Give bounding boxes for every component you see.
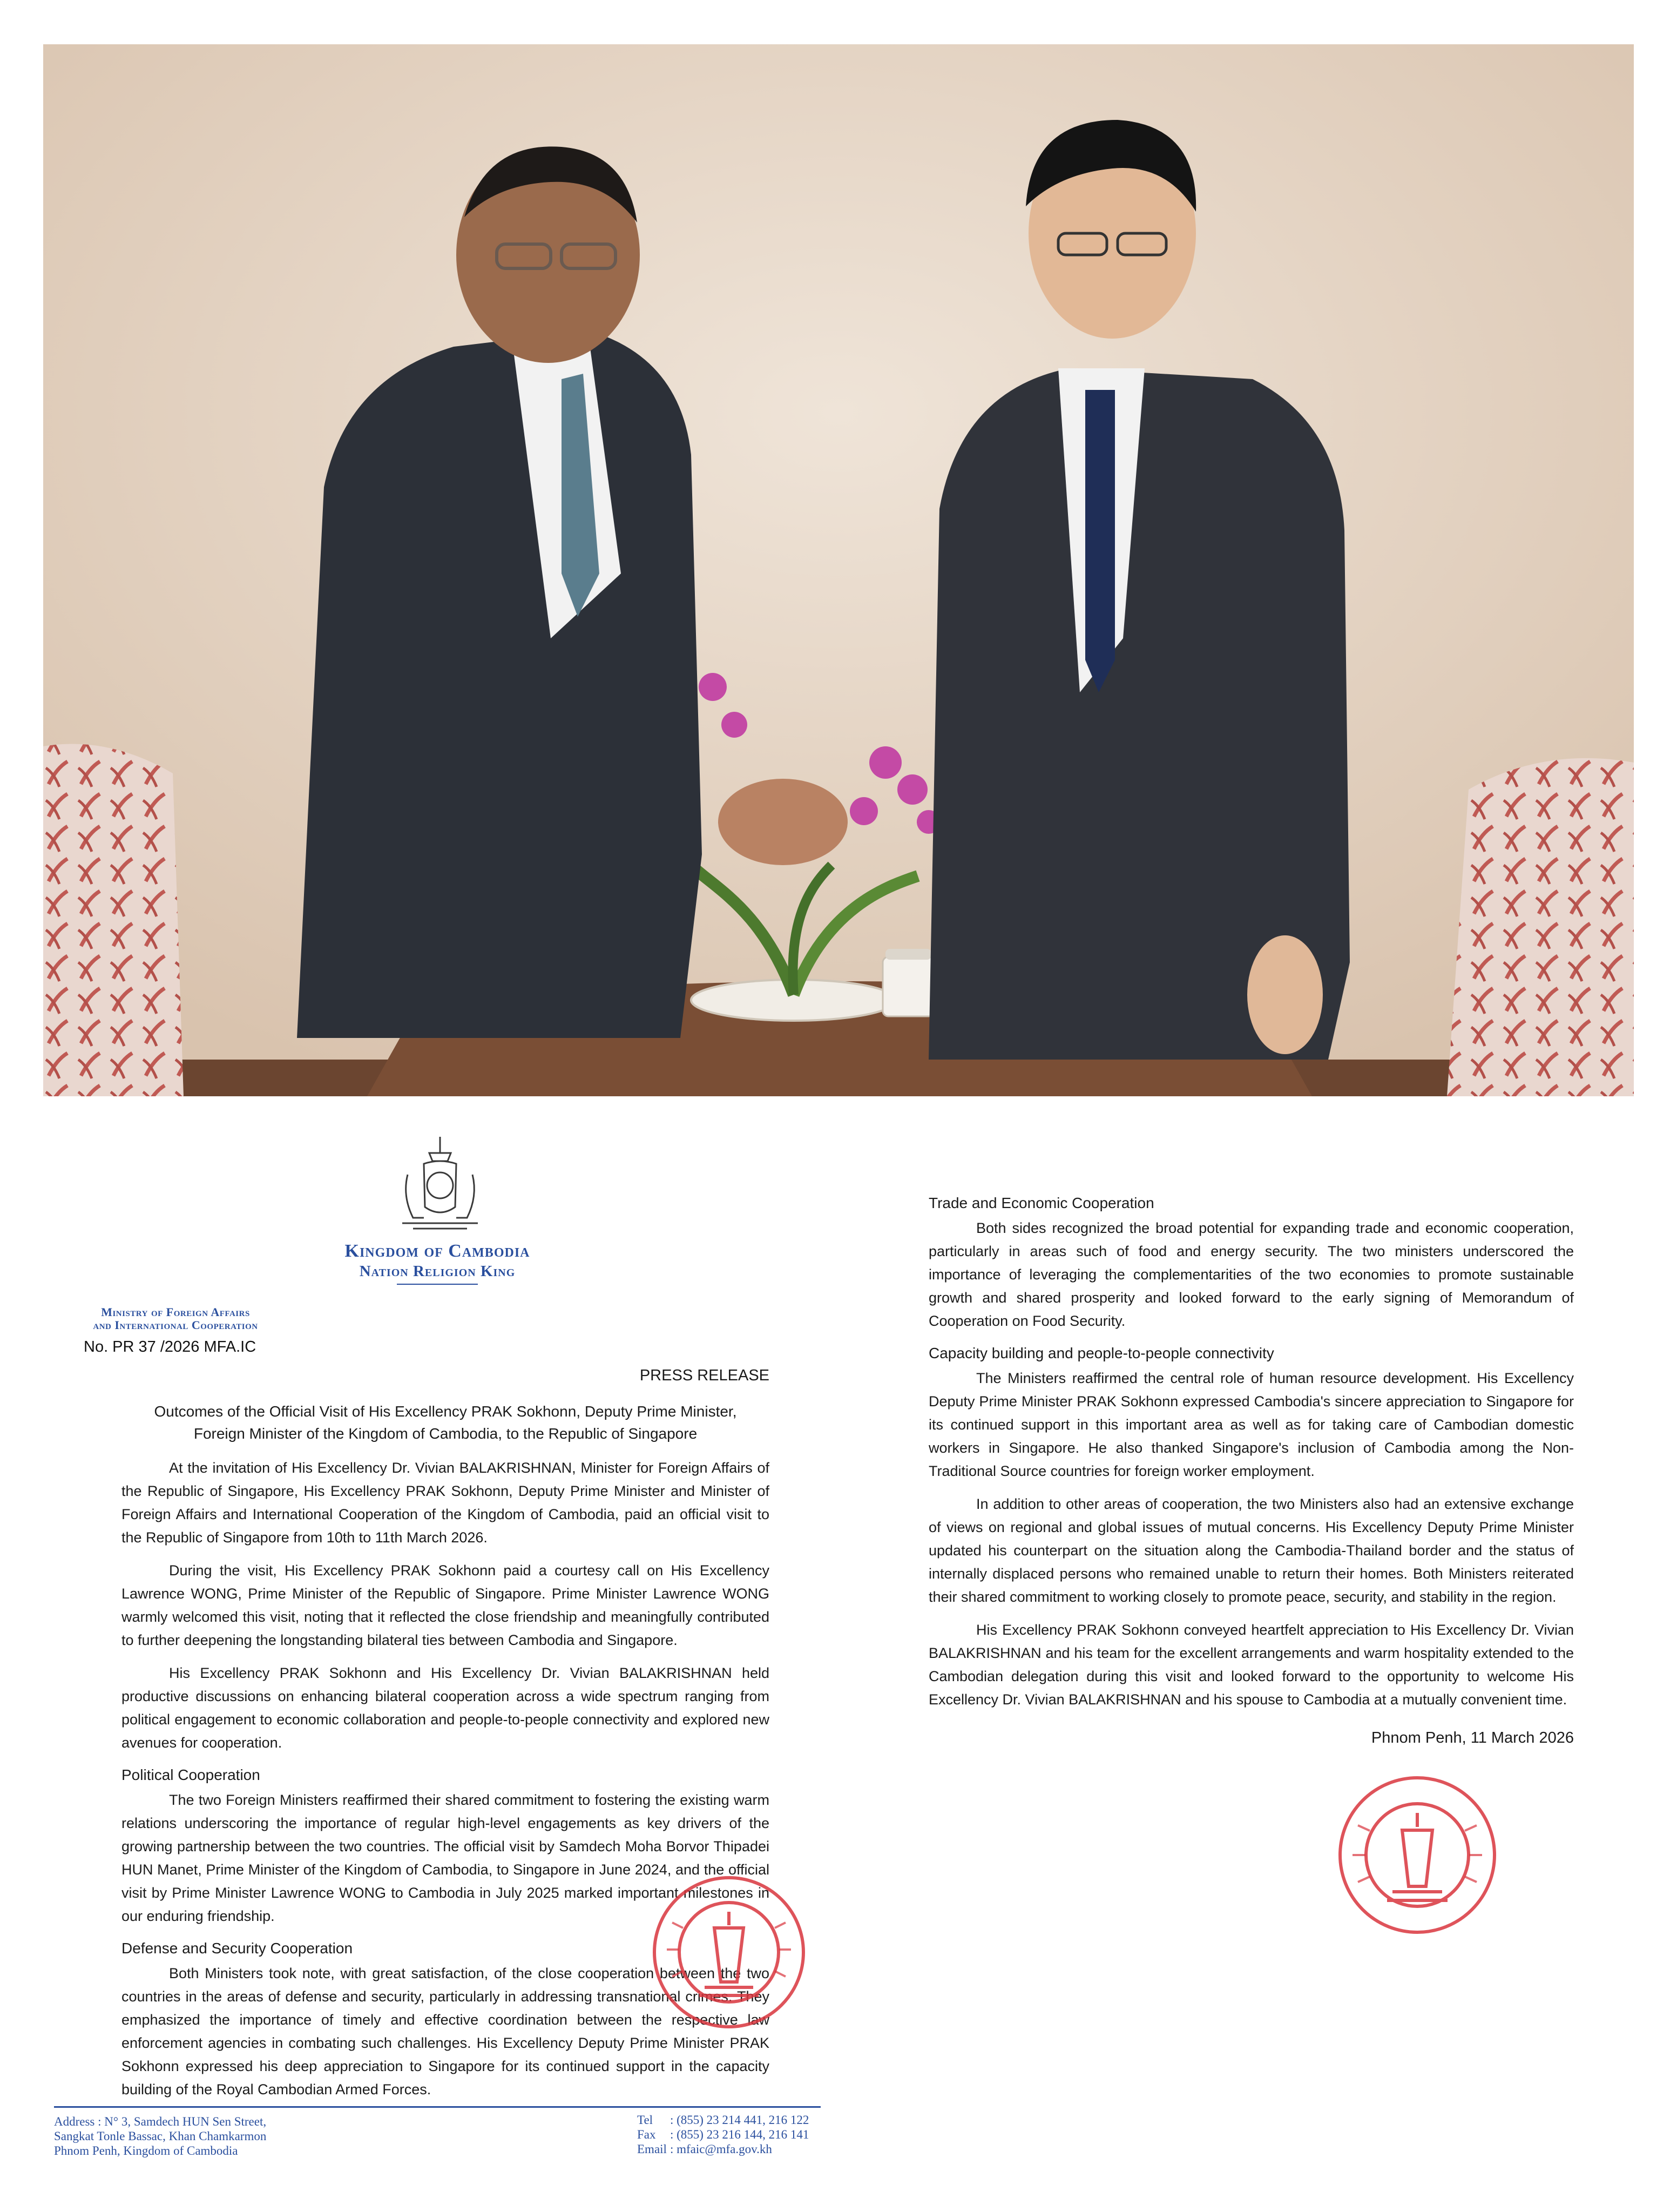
paragraph-regional: In addition to other areas of cooperation, the two Ministers also had an extensive exchange of views on regional and global issues of mutual concerns. His Excellency Deputy Prime Minister updated his counterpart on the situation along the Cambodia-Thailand border and the status of internally displaced persons who remained unable to return their homes. Both Ministers reiterated their shared commitment to working closely to promote peace, security, and stability in the region.	[929, 1496, 1574, 1605]
tel-label: Tel	[637, 2113, 653, 2127]
ornament-divider	[397, 1284, 478, 1290]
ministry-seal-stamp-icon	[651, 1874, 807, 2031]
right-column	[929, 1183, 1574, 1750]
press-release-label: PRESS RELEASE	[639, 1367, 769, 1384]
kingdom-heading	[302, 1241, 572, 1290]
handshake-photo	[43, 44, 1634, 1096]
footer-divider	[54, 2106, 821, 2108]
email-label: Email	[637, 2142, 667, 2156]
ministry-line-1: Ministry of Foreign Affairs	[101, 1305, 250, 1319]
heading-capacity: Capacity building and people-to-people connectivity	[929, 1345, 1274, 1361]
paragraph-invitation: At the invitation of His Excellency Dr. Vivian BALAKRISHNAN, Minister for Foreign Affairs of the Republic of Singapore, His Excellency PRAK Sokhonn, Deputy Prime Minister and Minister of Foreign Affairs and International Cooperation of the Kingdom of Cambodia, paid an official visit to the Republic of Singapore from 10th to 11th March 2026.	[121, 1460, 769, 1546]
footer-contact	[637, 2113, 812, 2156]
paragraph-defense: Both Ministers took note, with great satisfaction, of the close cooperation between the two countries in the areas of defense and security, particularly in addressing transnational crimes. They emphasized the importance of timely and effective coordination between the respective law enforcement agencies in combating such challenges. His Excellency Deputy Prime Minister PRAK Sokhonn expressed his deep appreciation to Singapore for its continued support in the capacity building of the Royal Cambodian Armed Forces.	[121, 1965, 769, 2098]
ministry-line-2: and International Cooperation	[93, 1318, 258, 1332]
reference-number: No. PR 37 /2026 MFA.IC	[84, 1338, 256, 1355]
paragraph-capacity: The Ministers reaffirmed the central role of human resource development. His Excellency Deputy Prime Minister PRAK Sokhonn expressed Cambodia's sincere appreciation to Singapore for its continued support in this important area as well as for taking care of Cambodian domestic workers in Singapore. He also thanked Singapore's inclusion of Cambodia among the Non-Traditional Source countries for foreign worker employment.	[929, 1370, 1574, 1479]
fax-value: : (855) 23 216 144, 216 141	[670, 2128, 809, 2141]
heading-defense: Defense and Security Cooperation	[121, 1940, 353, 1957]
address-line-1: Address : N° 3, Samdech HUN Sen Street,	[54, 2115, 267, 2128]
paragraph-discussions: His Excellency PRAK Sokhonn and His Excellency Dr. Vivian BALAKRISHNAN held productive discussions on enhancing bilateral cooperation across a wide spectrum ranging from political engagement to economic collaboration and people-to-people connectivity and explored new avenues for cooperation.	[121, 1665, 769, 1751]
date-line: Phnom Penh, 11 March 2026	[1371, 1729, 1574, 1746]
heading-political: Political Cooperation	[121, 1766, 260, 1783]
kingdom-motto: Nation Religion King	[359, 1263, 516, 1280]
paragraph-appreciation: His Excellency PRAK Sokhonn conveyed heartfelt appreciation to His Excellency Dr. Vivian BALAKRISHNAN and his team for the excellent arrangements and warm hospitality extended to the Cambodian delegation during this visit and looked forward to the opportunity to welcome His Excellency Dr. Vivian BALAKRISHNAN and his spouse to Cambodia at a mutually convenient time.	[929, 1622, 1574, 1708]
paragraph-political: The two Foreign Ministers reaffirmed their shared commitment to fostering the existing warm relations underscoring the importance of regular high-level engagements as key drivers of the growing partnership between the two countries. The official visit by Samdech Moha Borvor Thipadei HUN Manet, Prime Minister of the Kingdom of Cambodia, to Singapore in June 2024, and the official visit by Prime Minister Lawrence WONG to Cambodia in July 2025 marked important milestones in our enduring friendship.	[121, 1792, 769, 1924]
headline-line-2: Foreign Minister of the Kingdom of Cambodia, to the Republic of Singapore	[193, 1425, 698, 1442]
fax-label: Fax	[637, 2128, 656, 2141]
address-line-3: Phnom Penh, Kingdom of Cambodia	[54, 2144, 238, 2157]
ministry-name	[49, 1306, 302, 1332]
paragraph-trade: Both sides recognized the broad potential for expanding trade and economic cooperation, particularly in areas such of food and energy security. The two ministers underscored the importance of leveraging the complementarities of the two economies to promote sustainable growth and shared prosperity and looked forward to the early signing of Memorandum of Cooperation on Food Security.	[929, 1220, 1574, 1329]
ministry-seal-stamp-icon	[1336, 1774, 1498, 1936]
kingdom-title: Kingdom of Cambodia	[344, 1241, 530, 1261]
royal-arms-emblem-icon	[391, 1131, 489, 1234]
heading-trade: Trade and Economic Cooperation	[929, 1195, 1154, 1211]
headline	[121, 1400, 769, 1445]
photo-illustration	[43, 44, 1634, 1096]
address-line-2: Sangkat Tonle Bassac, Khan Chamkarmon	[54, 2129, 267, 2143]
paragraph-courtesy-call: During the visit, His Excellency PRAK Sokhonn paid a courtesy call on His Excellency Lawrence WONG, Prime Minister of the Republic of Singapore. Prime Minister Lawrence WONG warmly welcomed this visit, noting that it reflected the close friendship and meaningfully contributed to further deepening the longstanding bilateral ties between Cambodia and Singapore.	[121, 1562, 769, 1648]
headline-line-1: Outcomes of the Official Visit of His Excellency PRAK Sokhonn, Deputy Prime Minister,	[154, 1403, 737, 1420]
email-value: : mfaic@mfa.gov.kh	[670, 2142, 772, 2156]
footer-address	[54, 2114, 266, 2158]
tel-value: : (855) 23 214 441, 216 122	[670, 2113, 809, 2127]
